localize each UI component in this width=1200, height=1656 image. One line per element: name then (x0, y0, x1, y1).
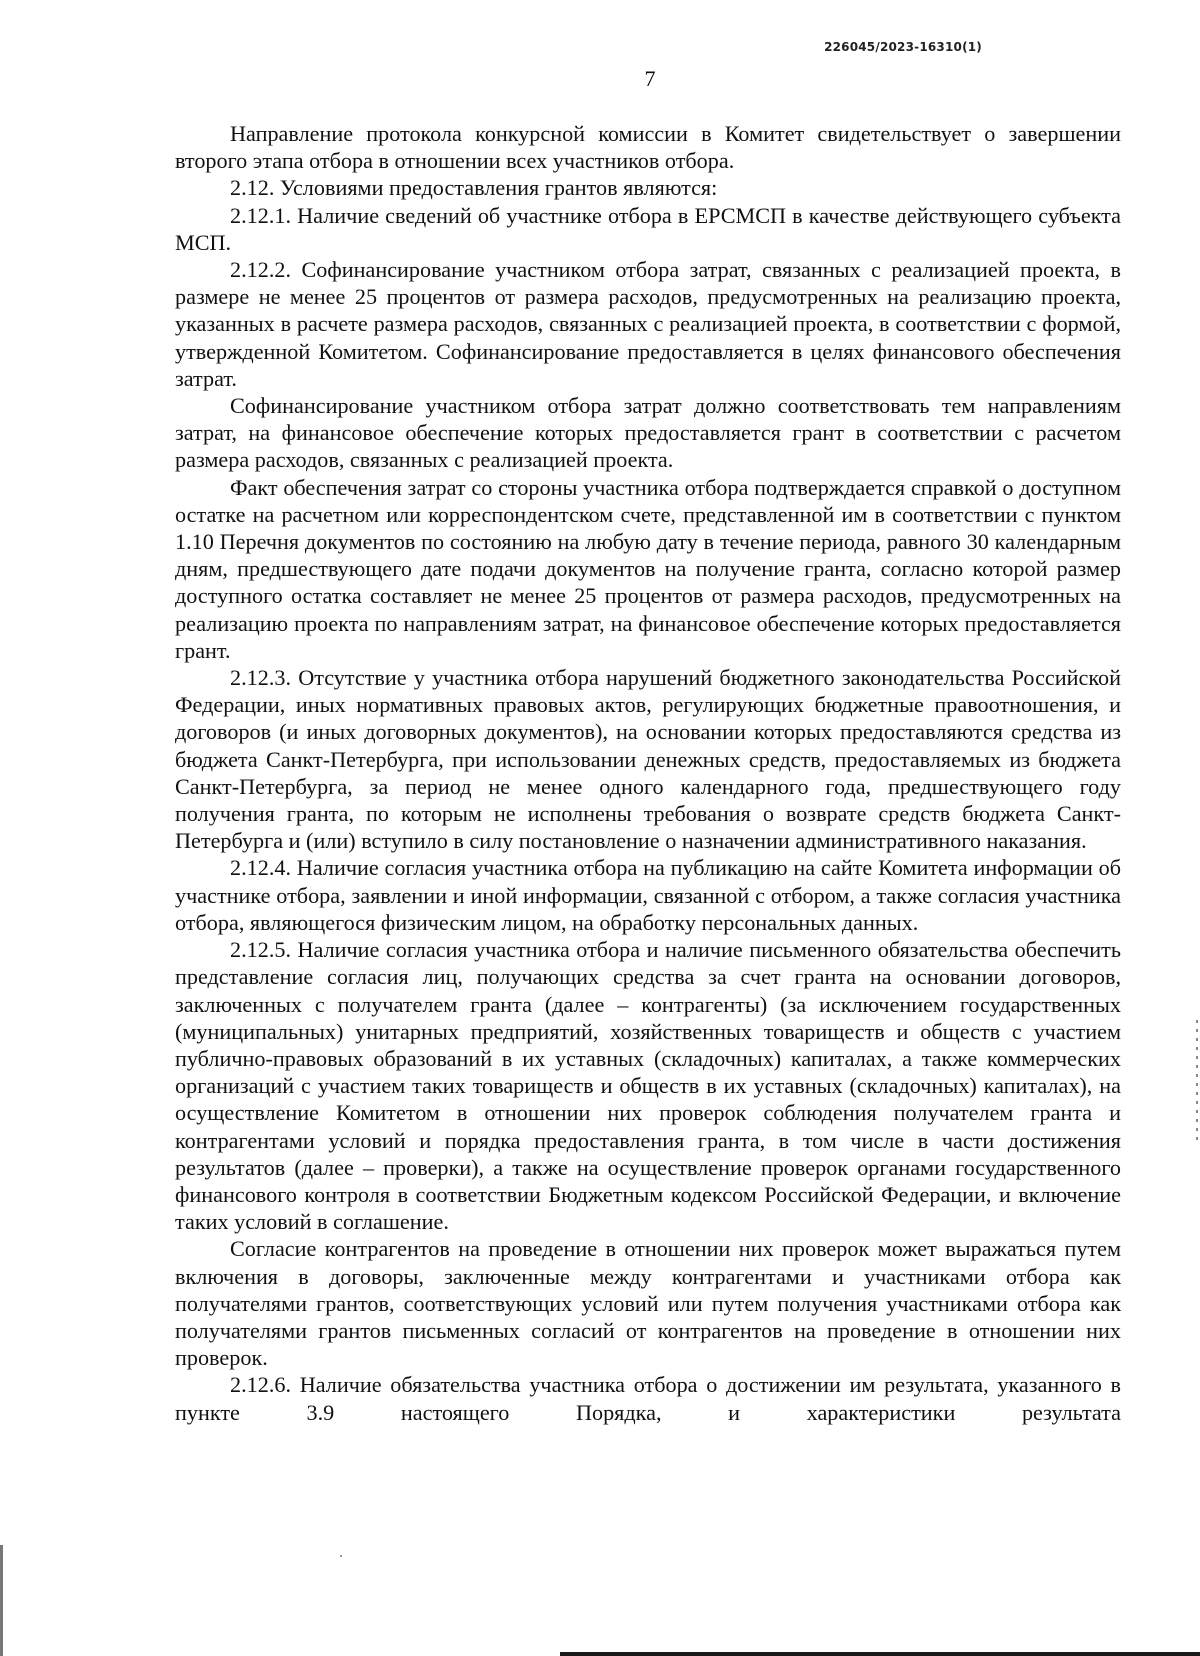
paragraph-2-12-1: 2.12.1. Наличие сведений об участнике отбора в ЕРСМСП в качестве действующего субъекта МСП. (175, 202, 1121, 255)
paragraph-2-12-3: 2.12.3. Отсутствие у участника отбора нарушений бюджетного законодательства Российской Федерации, иных нормативных правовых актов, регулирующих бюджетные правоотношения, и договоров (и иных договорных документов), на основании которых предоставляются средства из бюджета Санкт-Петербурга, при использовании денежных средств, предоставляемых из бюджета Санкт-Петербурга, за период не менее одного календарного года, предшествующего году получения гранта, по которым не исполнены требования о возврате средств бюджета Санкт-Петербурга и (или) вступило в силу постановление о назначении административного наказания. (175, 665, 1121, 854)
paragraph-cofinancing: Софинансирование участником отбора затрат должно соответствовать тем направлениям затрат, на финансовое обеспечение которых предоставляется грант в соответствии с расчетом размера расходов, связанных с реализацией проекта. (175, 393, 1121, 473)
document-body (175, 120, 1121, 1426)
document-id: 226045/2023-16310(1) (824, 40, 982, 54)
paragraph-cost-proof: Факт обеспечения затрат со стороны участника отбора подтверждается справкой о доступном остатке на расчетном или корреспондентском счете, представленной им в соответствии с пунктом 1.10 Перечня документов по состоянию на любую дату в течение периода, равного 30 календарным дням, предшествующего дате подачи документов на получение гранта, согласно которой размер доступного остатка составляет не менее 25 процентов от размера расходов, предусмотренных на реализацию проекта по направлениям затрат, на финансовое обеспечение которых предоставляется грант. (175, 474, 1121, 663)
paragraph-protocol: Направление протокола конкурсной комиссии в Комитет свидетельствует о завершении второго этапа отбора в отношении всех участников отбора. (175, 121, 1121, 174)
scan-edge-bottom (560, 1652, 1200, 1656)
page-number: 7 (644, 66, 656, 91)
paragraph-contractor-consent: Согласие контрагентов на проведение в отношении них проверок может выражаться путем включения в договоры, заключенные между контрагентами и участниками отбора как получателями грантов, соответствующих условий или путем получения участниками отбора как получателями грантов письменных согласий от контрагентов на проведение в отношении них проверок. (175, 1236, 1121, 1371)
paragraph-2-12-2: 2.12.2. Софинансирование участником отбора затрат, связанных с реализацией проекта, в размере не менее 25 процентов от размера расходов, предусмотренных на реализацию проекта, указанных в расчете размера расходов, связанных с реализацией проекта, в соответствии с формой, утвержденной Комитетом. Софинансирование предоставляется в целях финансового обеспечения затрат. (175, 257, 1121, 391)
paragraph-2-12-5: 2.12.5. Наличие согласия участника отбора и наличие письменного обязательства обеспечить представление согласия лиц, получающих средства за счет гранта на основании договоров, заключенных с получателем гранта (далее – контрагенты) (за исключением государственных (муниципальных) унитарных предприятий, хозяйственных товариществ и обществ с участием публично-правовых образований в их уставных (складочных) капиталах, а также коммерческих организаций с участием таких товариществ и обществ в их уставных (складочных) капиталах), на осуществление Комитетом в отношении них проверок соблюдения получателем гранта и контрагентами условий и порядка предоставления гранта, в том числе в части достижения результатов (далее – проверки), а также на осуществление проверок органами государственного финансового контроля в соответствии Бюджетным кодексом Российской Федерации, и включение таких условий в соглашение. (175, 937, 1121, 1235)
scan-edge-left (0, 1545, 3, 1656)
scan-edge-right (1196, 1020, 1198, 1140)
scan-speck (340, 1555, 342, 1557)
paragraph-2-12-6: 2.12.6. Наличие обязательства участника отбора о достижении им результата, указанного в пункте 3.9 настоящего Порядка, и характеристики результата (175, 1372, 1121, 1425)
paragraph-2-12: 2.12. Условиями предоставления грантов являются: (230, 175, 718, 201)
paragraph-2-12-4: 2.12.4. Наличие согласия участника отбора на публикацию на сайте Комитета информации об участнике отбора, заявлении и иной информации, связанной с отбором, а также согласия участника отбора, являющегося физическим лицом, на обработку персональных данных. (175, 855, 1121, 935)
